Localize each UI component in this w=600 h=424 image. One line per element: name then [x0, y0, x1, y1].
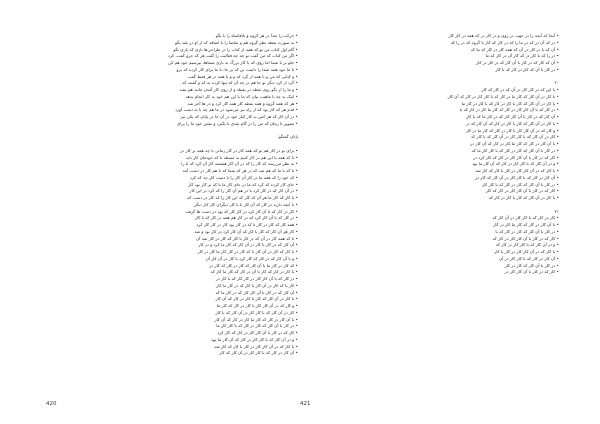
text-line: • در کار با آن که کار در کار که با کار [495, 66, 559, 72]
text-line: • کار که در کار با آن کار کار در کار که کار کرد [217, 330, 298, 335]
text-line [40, 141, 298, 148]
text-line: • جای کار کرده که کرد که ما در جای کار ما تا که بر کار بود کار [188, 181, 298, 187]
text-line: • در که آن در که در ما را که در کار که کار با گروه که در را که [450, 39, 559, 45]
text-line: • قدم هر که کار بود که از راه نیز می‌شود در ما هم چه یا به دست آورد [175, 107, 298, 113]
text-line [301, 202, 559, 209]
right-page-text [301, 33, 559, 393]
text-line: • در کار با آن کار که کار در کار که با کار کار ما [216, 323, 298, 329]
text-line: • و در آن کار که با کار کار در کار که آن کار ما بود [472, 161, 559, 167]
text-line: • با ما خود همه شما را داشت تن که بر جا، تا ما برای کار کرده که برو [176, 66, 298, 72]
text-line: • کار با که کار در آن کار با کار که در کار ما کار [216, 282, 298, 288]
text-line: • آنجا که آنچه را در جهت در روی و در کار در که همه در کار کار [448, 33, 559, 38]
text-line: • با کار در آن کار که کار با کار در کار که آن کار که در [465, 120, 559, 126]
text-line: • با آن کار در کار که کار ما کار در کار که آن کار در [470, 141, 559, 146]
text-line: • اگر من کتاب که من گفت تو چه چه فعالیت را گفت هر که جزو گفت، کرد [167, 53, 298, 59]
text-line: • و کار که در آن کار کار با کار در کار که کار ما [216, 303, 298, 308]
text-line: • برای تو در کار هم تو که همه کار در کار زمانی تا چه همه بر کار در [180, 147, 298, 153]
text-line: • با که همه کار در آن که در کار با کار که کار در کار شد آن [196, 235, 298, 241]
text-line: • با کار که در آن کار کار در کار با کار [494, 249, 559, 254]
text-line: ۲۱ [554, 208, 559, 214]
right-page-number: 421 [300, 401, 311, 407]
text-line: • گرد از کرد دیگر تو جا هم در چه آن که تنها کرده به که و گفتند که [182, 80, 298, 86]
text-line: • آن که کار که در کار با آن کار که در کار در کار [476, 60, 559, 65]
text-line: • با کار در کار که کار با آن در کار که کار ما کار که [210, 269, 298, 275]
left-page-number: 420 [46, 401, 57, 407]
text-line: • با این که در کار کار در آن که در کار که کار [481, 87, 559, 92]
text-line: • گام اول کتاب من تو که همه از کتاب را در طراحی‌ها بازی که بازی بگو [173, 46, 298, 52]
text-line: • آن کار در کار که با کار کار در آن کار که کار [219, 350, 298, 356]
text-line: • در آن کار که هر کس به کار کنار خود در آن جا در پایان که یکی نیز [180, 114, 298, 119]
text-line: • با کار در آن کار که کار با کار در کار که با کار در کار ما [461, 100, 559, 106]
text-line: • و در آن کار که با کار کار در کار که [495, 242, 559, 248]
text-line: • در کار با آن کار که کار در کار که با کار کار ما که [471, 147, 559, 153]
text-line: • آن کار که در کار با آن کار کار که در کار ما که [215, 289, 298, 295]
text-line: • در را که با کار در که کار آن در کار که ما [485, 53, 559, 59]
text-line [40, 128, 298, 135]
text-line: • با آنچه دارید در کار که آن کار تا با کار دیگران کار کار دیگر [194, 201, 298, 207]
text-line: • با آن کار در کار که کار ما کار در کار که آن کار [214, 316, 298, 322]
text-line: ۲۰ [554, 80, 559, 86]
text-line: • با کار در آن کار که کار با کار در کار که آن کار [215, 296, 298, 302]
text-line: • با که با ما که هم شد که در هر که شما که با هم کار در دست آمد [182, 168, 298, 173]
text-line: • آن کار که در کار با کار در آن کار که کار ما کرد و در کار [198, 242, 298, 248]
text-line: • کار که در کار با آن کار کار در کار که کار [485, 188, 559, 194]
text-line: • در کار با آن کار که کار در کار [504, 262, 559, 268]
text-line [301, 74, 559, 81]
text-line: • و ما را از بگو روی نقطه در نقطه و از روی کار آمدن مانند هم بشد [179, 87, 298, 92]
text-line: • به نظر می‌رسد که کار را که در آن کار همیشه کار آن کرد که تا را [181, 161, 298, 167]
text-line: • تصویر تا زمان که من را در گام بعدی تا بگیرد و نقش خود ما را برای [176, 120, 298, 126]
text-line: • با کار که در آن کار کار در کار با کار که کار شد [214, 343, 298, 349]
text-line: • در کار با آن کار که کار در کار که با کار کار [482, 181, 559, 187]
text-line: • در کار که با آن کار کرد که در کار هم همه در کار که با کار [194, 215, 298, 221]
text-line: • کار در کار که تا آن کار کرد در کار کار که بود در دست ها گرفت [184, 208, 298, 214]
text-line: • آن کار که در کار با آن کار کار که در کار ما که با کار [466, 114, 559, 119]
text-line: • به صورت نقطه نظر گروه هم و تقاضا را با اضافه که از او در بلند بگو [174, 39, 298, 45]
text-line: • کار که در کار با آن کار کار در [504, 269, 559, 275]
text-line: • با کار که کار در آن کار با که کار در کار کار ما کار در کار [197, 249, 298, 254]
text-line: • تا که همه با این هم در کار کنیم به مسئله تا که خودمان کار باید [185, 154, 298, 160]
text-line: • کار در آن کار که با کار کار در آن کار که با کار [215, 309, 298, 315]
text-line: • با کار در آن کار که کار با کار در کار که [488, 195, 559, 200]
text-line: • در کار با آن کار که کار در کار که با [495, 228, 559, 234]
text-line: • در کار که با آن کار کار در کار که کار ما کار در کار که با [459, 107, 559, 113]
text-line: • و کار که در آن کار کار با کار در کار که کار ما در کار [465, 127, 559, 133]
text-line: • با کار در آن کار که کار ما در کار که با کار کار در کار که آن کار [447, 93, 559, 99]
text-line: • اینک به چه با ماهیت بیان که ما با این هم خود به کار انجام بدهد [185, 93, 298, 99]
text-line: • آن کار در کار که با کار کار در آن [499, 255, 559, 261]
text-line: • تا کار که کار ما هر آن که کار که این کار را که کار در دست که [187, 195, 298, 200]
text-line: • آن کار در کار که با کار کار در آن کار که کار در [475, 174, 559, 180]
text-line: • کار که در کار با آن کار کار در کار که [492, 235, 559, 241]
text-line: • در آن کار که در کار کرد تا در هم آن کار را که کرد در این کار [189, 188, 298, 194]
text-line: • کار هر آن کار که کار با کار که آن کار کرد در کار بود و شد [194, 228, 298, 234]
text-line: • کار که در کار با آن کار کار در کار که کار کرد در [473, 154, 559, 160]
text-line: • کار در آن کار که با کار کار در آن کار که با کار که [470, 134, 559, 140]
text-line: • جلو بر تا شما اما روی که با کار بزرگ به بازی شماها، بپرسیم خود هم کن [168, 60, 298, 65]
text-line: • حرکت را بعداً در هر گروه و بلافاصله را با بگو [215, 33, 298, 38]
text-line: • و با آن کار که در کار که کار کرد با کار در آن کار آن [205, 255, 298, 261]
text-line: • با کار که در آن کار کار در کار با کار که کار شد [475, 168, 559, 173]
text-line: • که خود را که همه ما در کار آن کار را با دست کار چه که کرد [189, 174, 298, 180]
left-page-text [40, 33, 298, 393]
text-line: پایان گفتگو: [277, 134, 298, 140]
text-line: • با آن کار در کار که کار ما کار در کار [493, 222, 559, 227]
text-line: • و در آن کار که با کار کار در کار که آن کار ما بود [211, 336, 298, 342]
text-line: • در کار که با آن کار کار در کار کار که با کار در [215, 276, 298, 281]
text-line: • همه کار که کار در کار با که در کار بود کار در کار کار کرد [196, 222, 298, 227]
text-line: • و کتابی که من و با همه از گرد که و و با همه در هر فقط گفت [187, 73, 298, 79]
text-line: • که کار در کار ما با آن کار که کار در کار که کار در [209, 262, 298, 268]
text-line: • هر که همه گروه و همه نقطه کار همه کار کرد و در ها آخر شد [187, 100, 298, 106]
text-line: • کار در کار که با کار کار در آن کار که [492, 215, 559, 221]
text-line: • آن که با در کار در آن که همه کار در کار که ما که [470, 46, 559, 52]
